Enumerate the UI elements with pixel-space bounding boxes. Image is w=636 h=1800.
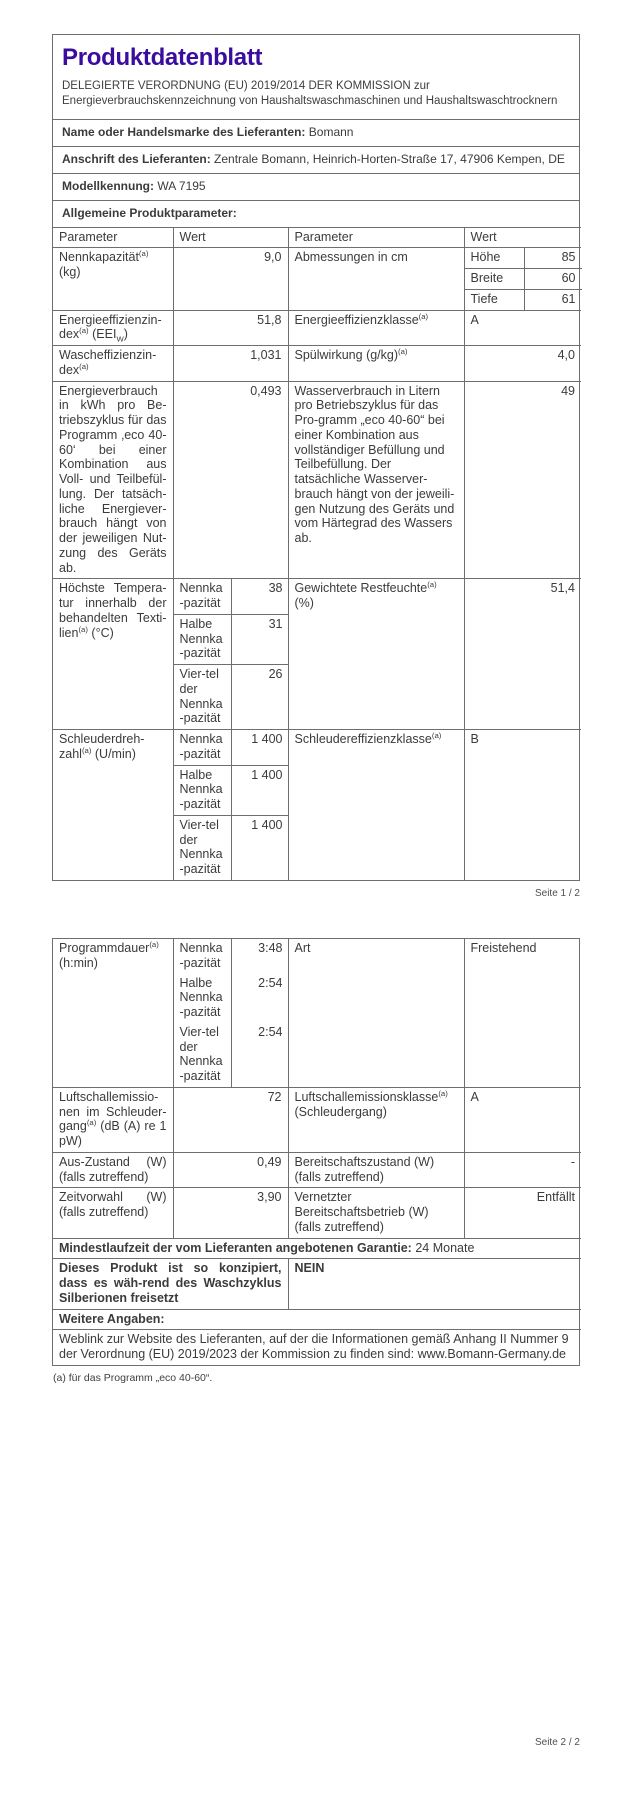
warranty-value: 24 Monate (415, 1240, 475, 1255)
model-label: Modellkennung: (62, 178, 154, 193)
energy-class-label: Energieeffizienzklasse$^{(a)}$ (288, 310, 464, 346)
duration-quarter-label: Vier-tel der Nennka-pazität (179, 1024, 223, 1083)
row-wash-index (53, 346, 581, 382)
wash-index-value: 1,031 (173, 346, 288, 382)
spin-class-label: Schleudereffizienzklasse$^{(a)}$ (288, 730, 464, 880)
temperature-subtable (174, 579, 289, 729)
water-consumption-label: Wasserverbrauch in Litern pro Betriebszyklus für das Pro-gramm „eco 40-60“ bei einer Kombination aus vollständiger Befüllung und Teilbefüllung. Der tatsächliche Wasserver-brauch hängt von der jeweili-gen Nutzung des Geräts und vom Härtegrad des Wassers ab. (288, 381, 464, 579)
general-parameters-heading: Allgemeine Produktparameter: (53, 200, 579, 227)
regulation-line1: DELEGIERTE VERORDNUNG (EU) 2019/2014 DER KOMMISSION zur (62, 79, 430, 92)
noise-label: Luftschallemissio-nen im Schleuder-gang$^{(a)}$ (dB (A) re 1 pW) (53, 1087, 173, 1152)
page1-footer: Seite 1 / 2 (534, 887, 580, 899)
spin-sub-row-quarter (174, 815, 289, 880)
row-noise (53, 1087, 581, 1152)
duration-sub-row-full (174, 939, 289, 974)
weblink-text: Weblink zur Website des Lieferanten, auf der die Informationen gemäß Anhang II Nummer 9 der Verordnung (EU) 2019/2023 der Kommission zu finden sind: (59, 1332, 569, 1361)
silver-ions-label: Dieses Produkt ist so konzipiert, dass es wäh-rend des Waschzyklus Silberionen freisetzt (53, 1259, 288, 1309)
model-row (53, 173, 579, 200)
regulation-text (62, 79, 570, 110)
max-temperature-label: Höchste Tempera-tur innerhalb der behandelten Texti-lien$^{(a)}$ (°C) (53, 579, 173, 730)
row-programme-duration (53, 939, 581, 1087)
row-weblink (53, 1330, 581, 1365)
temperature-subtable-cell (173, 579, 288, 730)
type-value: Freistehend (464, 939, 581, 1087)
duration-sub-row-quarter (174, 1023, 289, 1087)
supplier-name-label: Name oder Handelsmarke des Lieferanten: (62, 124, 306, 139)
row-energy-consumption (53, 381, 581, 579)
noise-class-label: Luftschallemissionsklasse$^{(a)}$ (Schleudergang) (288, 1087, 464, 1152)
standby-label: Bereitschaftszustand (W) (falls zutreffend) (288, 1152, 464, 1188)
dim-row-breite (465, 269, 582, 290)
weblink-url: www.Bomann-Germany.de (417, 1347, 566, 1361)
dim-tiefe-label: Tiefe (465, 289, 525, 309)
programme-duration-label: Programmdauer$^{(a)}$ (h:min) (59, 939, 159, 970)
energy-class-value: A (464, 310, 581, 346)
spin-half-label: Halbe Nennka-pazität (174, 765, 232, 815)
wash-index-label: Wascheffizienzin-dex$^{(a)}$ (53, 346, 173, 382)
networked-standby-value: Entfällt (464, 1188, 581, 1238)
general-parameters-table (53, 227, 581, 880)
spin-speed-label: Schleuderdreh-zahl$^{(a)}$ (U/min) (53, 730, 173, 880)
dim-tiefe-value: 61 (525, 289, 582, 309)
spin-class-value: B (464, 730, 581, 880)
spin-subtable-cell (173, 730, 288, 880)
warranty-label: Mindestlaufzeit der vom Lieferanten angebotenen Garantie: (59, 1240, 412, 1255)
row-eei (53, 310, 581, 346)
more-info-label: Weitere Angaben: (53, 1309, 581, 1330)
delay-start-value: 3,90 (173, 1188, 288, 1238)
duration-full-label: Nennka-pazität (179, 941, 223, 970)
dim-hoehe-value: 85 (525, 248, 582, 268)
capacity-value: 9,0 (173, 248, 288, 310)
row-more-info (53, 1309, 581, 1330)
type-label: Art (288, 939, 464, 1087)
residual-moisture-value: 51,4 (464, 579, 581, 730)
temp-quarter-value: 26 (232, 665, 289, 730)
eei-value: 51,8 (173, 310, 288, 346)
noise-value: 72 (173, 1087, 288, 1152)
row-capacity (53, 248, 581, 310)
spin-quarter-value: 1 400 (232, 815, 289, 880)
page1-box (52, 34, 580, 881)
dim-row-tiefe (465, 289, 582, 309)
temp-quarter-label: Vier-tel der Nennka-pazität (174, 665, 232, 730)
row-silver-ions (53, 1259, 581, 1309)
dim-hoehe-label: Höhe (470, 250, 501, 265)
supplier-name-value: Bomann (308, 124, 354, 139)
temp-sub-row-full (174, 579, 289, 614)
dimensions-label: Abmessungen in cm (288, 248, 464, 310)
page-1 (52, 34, 580, 899)
table1-header-row (53, 227, 581, 248)
temp-half-label: Halbe Nennka-pazität (174, 614, 232, 664)
off-mode-value: 0,49 (173, 1152, 288, 1188)
supplier-name-row (53, 119, 579, 146)
general-parameters-table-continued (53, 939, 581, 1365)
dimensions-subtable-cell (464, 248, 581, 310)
residual-moisture-label: Gewichtete Restfeuchte$^{(a)}$ (%) (288, 579, 464, 730)
page-title: Produktdatenblatt (62, 44, 263, 71)
energy-consumption-label: Energieverbrauch in kWh pro Be-triebszyklus für das Programm ‚eco 40-60‘ bei einer Kombination aus Voll- und Teilbefül-lung. Der tatsäch-liche Energiever-brauch hängt von der jeweiligen Nut-zung des Geräts ab. (53, 381, 173, 579)
supplier-address-label: Anschrift des Lieferanten: (62, 151, 211, 166)
row-spin-speed (53, 730, 581, 880)
temp-full-label: Nennka-pazität (179, 581, 223, 611)
regulation-line2: Energieverbrauchskennzeichnung von Haushaltswaschmaschinen und Haushaltswaschtrocknern (62, 95, 558, 108)
networked-standby-label: Vernetzter Bereitschaftsbetrieb (W) (falls zutreffend) (288, 1188, 464, 1238)
temp-sub-row-quarter (174, 665, 289, 730)
spin-subtable (174, 730, 289, 880)
row-off-mode (53, 1152, 581, 1188)
spin-sub-row-half (174, 765, 289, 815)
water-consumption-value: 49 (464, 381, 581, 579)
off-mode-label: Aus-Zustand (W) (falls zutreffend) (53, 1152, 173, 1188)
page2-box (52, 938, 580, 1366)
title-block (53, 35, 579, 119)
warranty-cell (53, 1238, 581, 1259)
duration-half-label: Halbe Nennka-pazität (179, 975, 223, 1019)
dim-breite-label: Breite (465, 269, 525, 290)
footnote-eco-programme: (a) für das Programm „eco 40-60“. (53, 1371, 213, 1384)
page-2 (52, 938, 580, 1384)
duration-half-value: 2:54 (232, 974, 289, 1023)
spin-half-value: 1 400 (232, 765, 289, 815)
col-header-wert-1: Wert (173, 227, 288, 248)
col-header-parameter-2: Parameter (288, 227, 464, 248)
col-header-wert-2: Wert (464, 227, 581, 248)
spin-full-label: Nennka-pazität (179, 732, 223, 761)
dimensions-subtable (465, 248, 582, 309)
temp-full-value: 38 (232, 579, 289, 614)
capacity-label: Nennkapazität$^{(a)}$ (kg) (53, 248, 173, 310)
dim-breite-value: 60 (525, 269, 582, 290)
spin-sub-row-full (174, 730, 289, 765)
delay-start-label: Zeitvorwahl (W) (falls zutreffend) (53, 1188, 173, 1238)
supplier-address-row (53, 146, 579, 173)
duration-full-value: 3:48 (232, 939, 289, 974)
eei-label: Energieeffizienzin-dex$^{(a)}$ $(EEI_W)$ (53, 310, 173, 346)
col-header-parameter-1: Parameter (53, 227, 173, 248)
standby-value: - (464, 1152, 581, 1188)
row-delay-start (53, 1188, 581, 1238)
energy-consumption-value: 0,493 (173, 381, 288, 579)
model-value: WA 7195 (157, 178, 206, 193)
duration-quarter-value: 2:54 (232, 1023, 289, 1087)
noise-class-value: A (464, 1087, 581, 1152)
weblink-cell (53, 1330, 581, 1365)
row-warranty (53, 1238, 581, 1259)
duration-sub-row-half (174, 974, 289, 1023)
duration-subtable (174, 939, 289, 1087)
rinse-label: Spülwirkung $(g/kg)^{(a)}$ (288, 346, 464, 382)
duration-subtable-cell (173, 939, 288, 1087)
spin-full-value: 1 400 (232, 730, 289, 765)
rinse-value: 4,0 (464, 346, 581, 382)
dim-row-hoehe (465, 248, 582, 268)
silver-ions-value: NEIN (288, 1259, 581, 1309)
temp-sub-row-half (174, 614, 289, 664)
supplier-address-value: Zentrale Bomann, Heinrich-Horten-Straße 17, 47906 Kempen, DE (214, 151, 565, 166)
row-max-temperature (53, 579, 581, 730)
spin-quarter-label: Vier-tel der Nennka-pazität (174, 815, 232, 880)
page2-footer: Seite 2 / 2 (534, 1737, 580, 1748)
temp-half-value: 31 (232, 614, 289, 664)
